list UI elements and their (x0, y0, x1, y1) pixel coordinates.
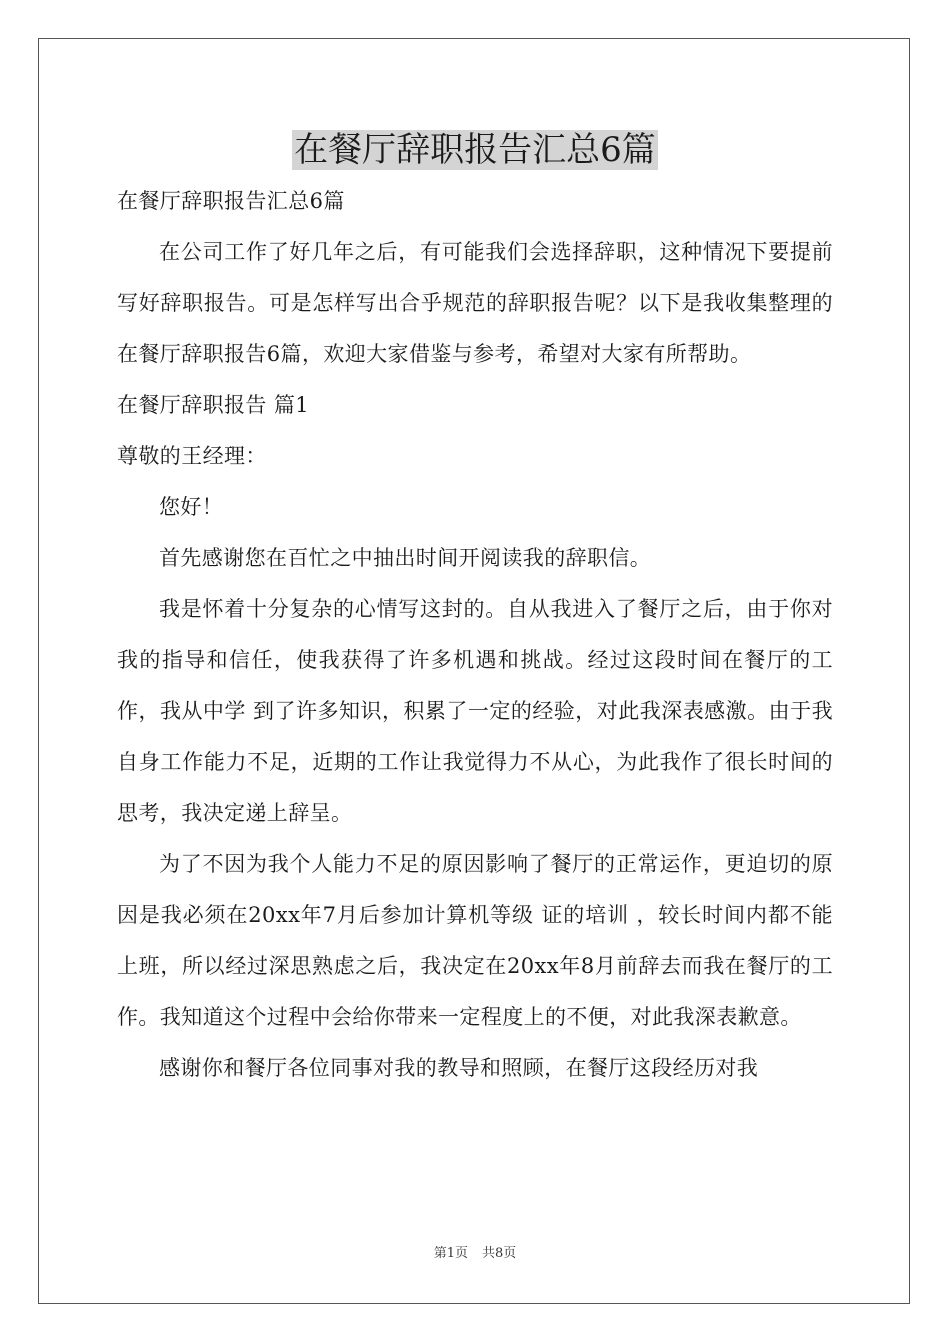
body-paragraph: 首先感谢您在百忙之中抽出时间开阅读我的辞职信。 (159, 546, 652, 570)
page-footer (0, 1244, 950, 1264)
document-title (0, 124, 950, 176)
greeting: 您好！ (159, 495, 224, 519)
intro-paragraph: 在公司工作了好几年之后，有可能我们会选择辞职，这种情况下要提前写好辞职报告。可是怎样写出合乎规范的辞职报告呢？以下是我收集整理的在餐厅辞职报告6篇，欢迎大家借鉴与参考，希望对大家有所帮助。 (117, 240, 833, 366)
section-heading: 在餐厅辞职报告 篇1 (117, 393, 310, 417)
body-paragraph: 为了不因为我个人能力不足的原因影响了餐厅的正常运作，更迫切的原因是我必须在20xx年7月后参加计算机等级 证的培训 ，较长时间内都不能上班，所以经过深思熟虑之后，我决定在20xx年8月前辞去而我在餐厅的工作。我知道这个过程中会给你带来一定程度上的不便，对此我深表歉意。 (117, 852, 833, 1029)
body-paragraph: 我是怀着十分复杂的心情写这封的。自从我进入了餐厅之后，由于你对我的指导和信任，使我获得了许多机遇和挑战。经过这段时间在餐厅的工作，我从中学 到了许多知识，积累了一定的经验，对此我深表感激。由于我自身工作能力不足，近期的工作让我觉得力不从心，为此我作了很长时间的思考，我决定递上辞呈。 (117, 597, 833, 825)
page-total: 共8页 (482, 1246, 517, 1261)
salutation: 尊敬的王经理： (117, 444, 267, 468)
page-number: 第1页 (433, 1246, 468, 1261)
subtitle-line: 在餐厅辞职报告汇总6篇 (117, 189, 345, 213)
body-paragraph: 感谢你和餐厅各位同事对我的教导和照顾，在餐厅这段经历对我 (159, 1056, 759, 1080)
document-title-text: 在餐厅辞职报告汇总6篇 (294, 130, 656, 170)
document-body (117, 176, 833, 1094)
